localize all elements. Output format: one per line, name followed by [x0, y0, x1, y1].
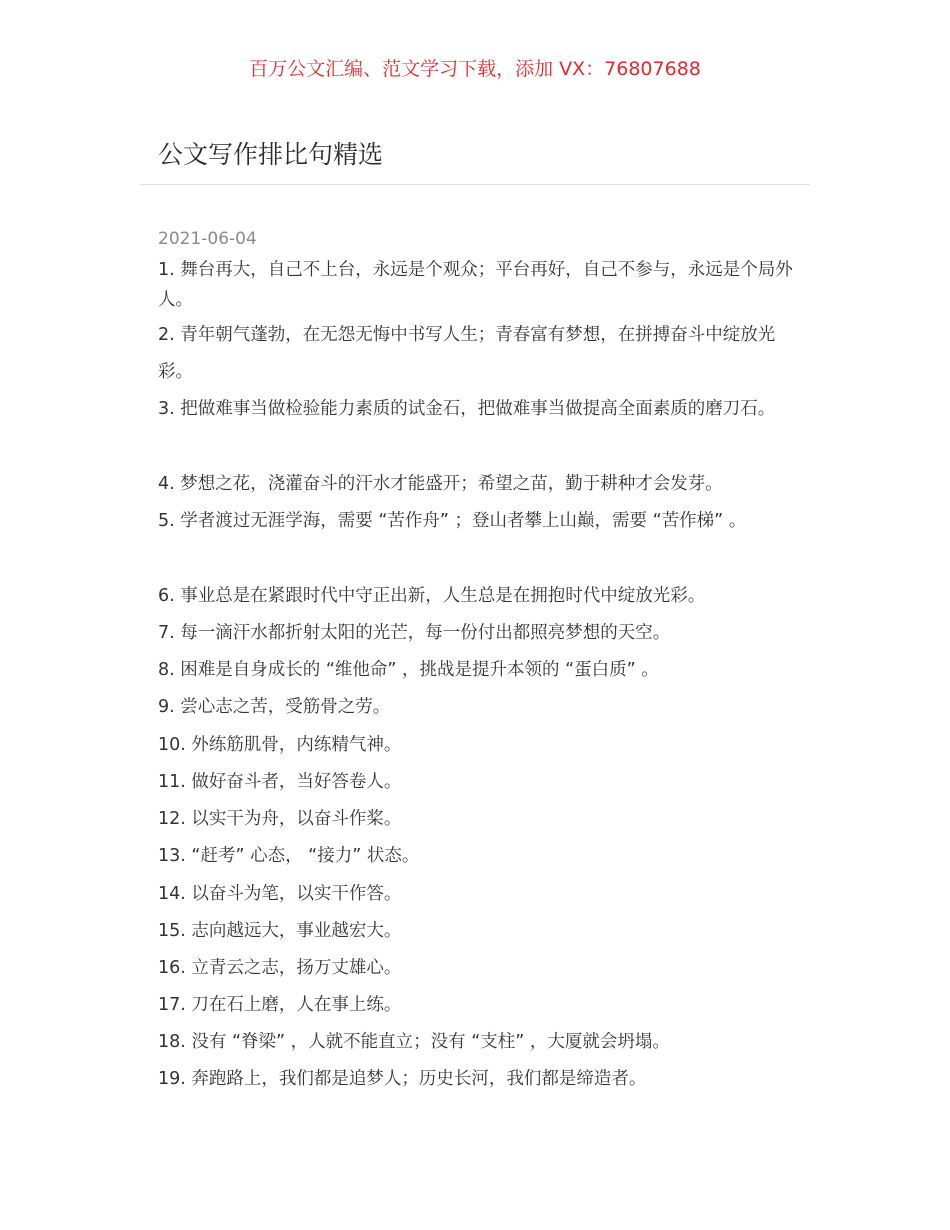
list-item: 9. 尝心志之苦，受筋骨之劳。	[158, 697, 391, 717]
list-item: 16. 立青云之志，扬万丈雄心。	[158, 958, 402, 978]
list-item: 6. 事业总是在紧跟时代中守正出新，人生总是在拥抱时代中绽放光彩。	[158, 586, 706, 606]
list-item: 8. 困难是自身成长的 “维他命” ，挑战是提升本领的 “蛋白质” 。	[158, 660, 659, 680]
list-item: 2. 青年朝气蓬勃，在无怨无悔中书写人生；青春富有梦想，在拼搏奋斗中绽放光彩。	[158, 325, 776, 382]
list-item: 14. 以奋斗为笔，以实干作答。	[158, 884, 402, 904]
publish-date: 2021-06-04	[158, 229, 257, 249]
list-item: 11. 做好奋斗者，当好答卷人。	[158, 772, 402, 792]
list-item: 13. “赶考” 心态， “接力” 状态。	[158, 846, 420, 866]
list-item: 15. 志向越远大，事业越宏大。	[158, 921, 402, 941]
promo-banner: 百万公文汇编、范文学习下载，添加 VX：76807688	[249, 58, 701, 80]
page-title: 公文写作排比句精选	[158, 140, 384, 169]
list-item: 3. 把做难事当做检验能力素质的试金石，把做难事当做提高全面素质的磨刀石。	[158, 399, 776, 419]
list-item: 7. 每一滴汗水都折射太阳的光芒，每一份付出都照亮梦想的天空。	[158, 623, 671, 643]
list-item: 10. 外练筋肌骨，内练精气神。	[158, 735, 402, 755]
list-item: 1. 舞台再大，自己不上台，永远是个观众；平台再好，自己不参与，永远是个局外人。	[158, 260, 793, 310]
list-item: 18. 没有 “脊梁” ，人就不能直立；没有 “支柱” ，大厦就会坍塌。	[158, 1032, 670, 1052]
list-item: 19. 奔跑路上，我们都是追梦人；历史长河，我们都是缔造者。	[158, 1069, 647, 1089]
list-item: 17. 刀在石上磨，人在事上练。	[158, 995, 402, 1015]
list-item: 5. 学者渡过无涯学海，需要 “苦作舟” ；登山者攀上山巅，需要 “苦作梯” 。	[158, 511, 747, 531]
list-item: 4. 梦想之花，浇灌奋斗的汗水才能盛开；希望之苗，勤于耕种才会发芽。	[158, 474, 723, 494]
list-item: 12. 以实干为舟，以奋斗作桨。	[158, 809, 402, 829]
title-divider	[140, 184, 810, 185]
